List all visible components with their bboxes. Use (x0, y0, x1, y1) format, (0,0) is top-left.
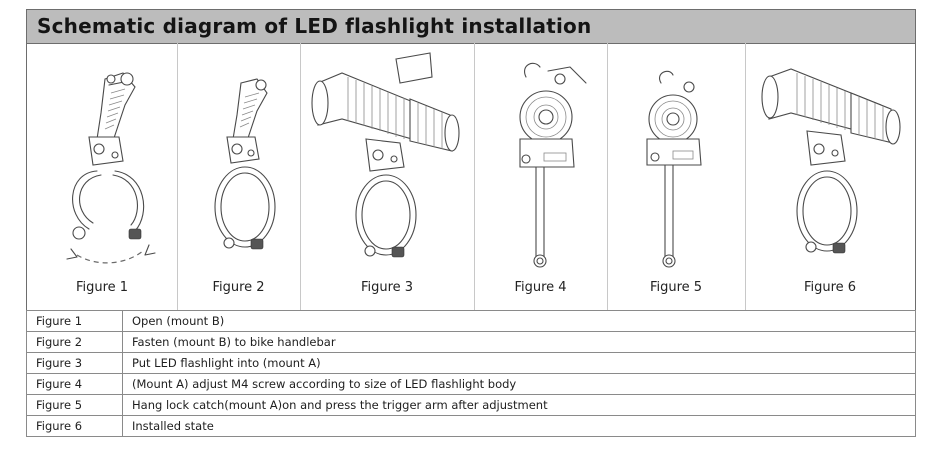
table-row (27, 311, 916, 332)
figure-panel-2 (177, 43, 301, 311)
figure-panel-1 (27, 43, 178, 311)
figure-caption: Figure 2 (212, 280, 265, 295)
table-row (27, 353, 916, 374)
figure-panel-4 (474, 43, 608, 311)
step-figure-cell: Figure 1 (27, 311, 123, 332)
fasten-mount-b-illustration (177, 43, 300, 293)
step-figure-cell: Figure 2 (27, 332, 123, 353)
step-description-cell: (Mount A) adjust M4 screw according to size of LED flashlight body (123, 374, 916, 395)
table-row (27, 332, 916, 353)
table-row (27, 416, 916, 437)
table-row (27, 374, 916, 395)
open-mount-b-illustration (27, 43, 177, 293)
step-description-cell: Open (mount B) (123, 311, 916, 332)
hang-lock-catch-illustration (607, 43, 745, 293)
step-description-cell: Hang lock catch(mount A)on and press the trigger arm after adjustment (123, 395, 916, 416)
figure-panel-6 (745, 43, 915, 311)
step-description-cell: Installed state (123, 416, 916, 437)
figure-caption: Figure 1 (75, 280, 129, 295)
installed-state-illustration (745, 43, 915, 293)
figure-caption: Figure 4 (514, 280, 567, 295)
step-description-cell: Put LED flashlight into (mount A) (123, 353, 916, 374)
step-figure-cell: Figure 3 (27, 353, 123, 374)
step-figure-cell: Figure 4 (27, 374, 123, 395)
step-figure-cell: Figure 6 (27, 416, 123, 437)
title-bar (26, 9, 916, 44)
step-figure-cell: Figure 5 (27, 395, 123, 416)
figure-panel-5 (607, 43, 746, 311)
page-title: Schematic diagram of LED flashlight installation (37, 14, 592, 38)
table-row (27, 395, 916, 416)
insert-flashlight-illustration (300, 43, 474, 293)
steps-table (26, 310, 916, 437)
figure-caption: Figure 5 (649, 280, 703, 295)
figure-caption: Figure 6 (803, 280, 857, 295)
figure-panels (26, 43, 916, 311)
figure-panel-3 (300, 43, 475, 311)
step-description-cell: Fasten (mount B) to bike handlebar (123, 332, 916, 353)
adjust-m4-screw-illustration (474, 43, 607, 293)
installation-sheet (26, 9, 916, 440)
figure-caption: Figure 3 (360, 280, 414, 295)
